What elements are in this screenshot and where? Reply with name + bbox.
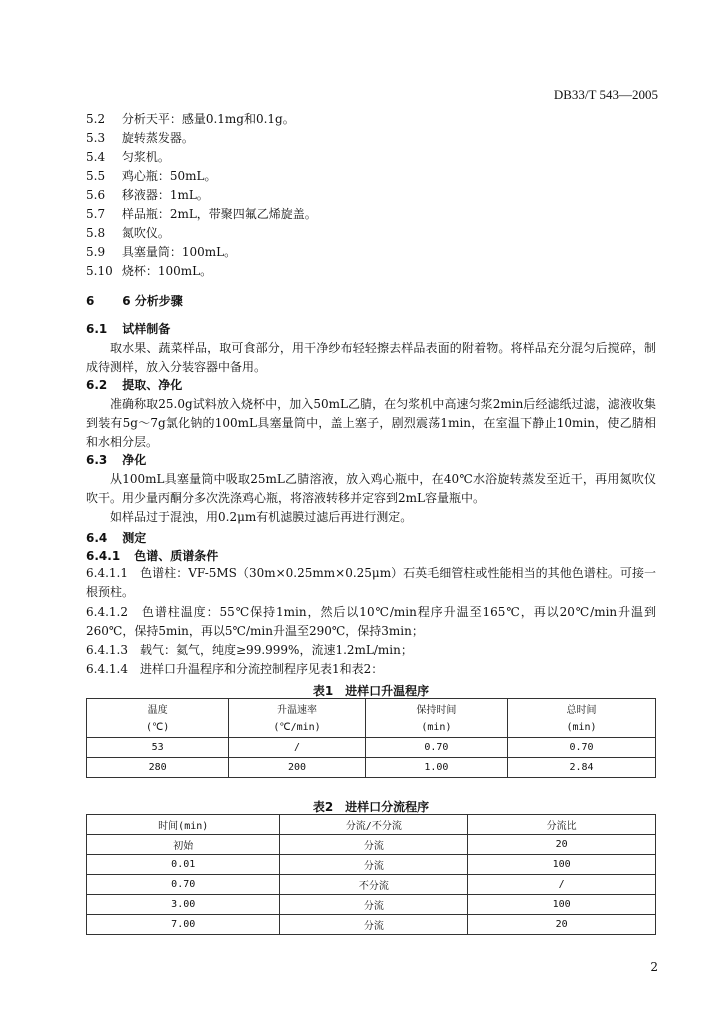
table-cell: / bbox=[468, 875, 656, 895]
table-row bbox=[87, 895, 656, 915]
column-header: 分流/不分流 bbox=[280, 815, 468, 835]
table-cell: 100 bbox=[468, 895, 656, 915]
table-cell: 0.70 bbox=[508, 738, 656, 758]
list-item: 5.10 烧杯：100mL。 bbox=[86, 264, 213, 278]
unit-cell: (min) bbox=[365, 718, 507, 738]
table-cell: 0.70 bbox=[87, 875, 280, 895]
table-caption: 表1 进样口升温程序 bbox=[312, 684, 430, 698]
list-item: 5.6 移液器：1mL。 bbox=[86, 188, 209, 202]
table-cell: 53 bbox=[87, 738, 229, 758]
table-cell: 0.70 bbox=[365, 738, 507, 758]
paragraph: 如样品过于混浊，用0.2μm有机滤膜过滤后再进行测定。 bbox=[110, 510, 413, 524]
subsection-heading: 6.3 净化 bbox=[86, 453, 147, 467]
table-cell: 1.00 bbox=[365, 758, 507, 778]
table-cell: 200 bbox=[229, 758, 366, 778]
list-item: 5.7 样品瓶：2mL，带聚四氟乙烯旋盖。 bbox=[86, 207, 317, 221]
list-item: 5.4 匀浆机。 bbox=[86, 150, 170, 164]
unit-cell: (℃) bbox=[87, 718, 229, 738]
section-heading: 6 6 分析步骤 bbox=[86, 294, 183, 308]
subsection-heading: 6.1 试样制备 bbox=[86, 322, 171, 336]
unit-cell: (℃/min) bbox=[229, 718, 366, 738]
table-cell: 初始 bbox=[87, 835, 280, 855]
data-table bbox=[86, 698, 656, 778]
table-header-row bbox=[87, 699, 656, 719]
table-cell: 分流 bbox=[280, 855, 468, 875]
table-cell: 0.01 bbox=[87, 855, 280, 875]
column-header: 分流比 bbox=[468, 815, 656, 835]
table-cell: 7.00 bbox=[87, 915, 280, 935]
paragraph: 取水果、蔬菜样品，取可食部分，用干净纱布轻轻擦去样品表面的附着物。将样品充分混匀后搅碎，制成待测样，放入分装容器中备用。 bbox=[86, 341, 656, 374]
list-item: 5.2 分析天平：感量0.1mg和0.1g。 bbox=[86, 112, 295, 126]
list-item: 5.3 旋转蒸发器。 bbox=[86, 131, 194, 145]
data-table bbox=[86, 814, 656, 935]
table-cell: 分流 bbox=[280, 895, 468, 915]
column-header: 时间(min) bbox=[87, 815, 280, 835]
subsection-heading: 6.2 提取、净化 bbox=[86, 378, 183, 392]
table-row bbox=[87, 835, 656, 855]
table-cell: / bbox=[229, 738, 366, 758]
subsection-heading: 6.4.1 色谱、质谱条件 bbox=[86, 549, 219, 563]
paragraph: 6.4.1.2 色谱柱温度：55℃保持1min，然后以10℃/min程序升温至165℃，再以20℃/min升温到260℃，保持5min，再以5℃/min升温至290℃，保持3min； bbox=[86, 605, 656, 638]
unit-cell: (min) bbox=[508, 718, 656, 738]
table-row bbox=[87, 855, 656, 875]
list-item: 5.8 氮吹仪。 bbox=[86, 226, 170, 240]
table-cell: 20 bbox=[468, 835, 656, 855]
table-cell: 100 bbox=[468, 855, 656, 875]
paragraph: 6.4.1.1 色谱柱：VF-5MS（30m×0.25mm×0.25μm）石英毛细管柱或性能相当的其他色谱柱。可接一根预柱。 bbox=[86, 566, 656, 599]
table-caption: 表2 进样口分流程序 bbox=[312, 800, 430, 814]
table-cell: 分流 bbox=[280, 915, 468, 935]
list-item: 5.9 具塞量筒：100mL。 bbox=[86, 245, 237, 259]
standard-code: DB33/T 543—2005 bbox=[553, 87, 658, 102]
paragraph: 6.4.1.4 进样口升温程序和分流控制程序见表1和表2： bbox=[86, 662, 384, 676]
column-header: 升温速率 bbox=[229, 699, 366, 719]
paragraph: 6.4.1.3 载气：氦气，纯度≥99.999%，流速1.2mL/min； bbox=[86, 643, 413, 657]
column-header: 温度 bbox=[87, 699, 229, 719]
table-cell: 分流 bbox=[280, 835, 468, 855]
table-cell: 20 bbox=[468, 915, 656, 935]
table-header-row bbox=[87, 815, 656, 835]
table-row bbox=[87, 758, 656, 778]
table-cell: 不分流 bbox=[280, 875, 468, 895]
table-cell: 3.00 bbox=[87, 895, 280, 915]
subsection-heading: 6.4 测定 bbox=[86, 531, 147, 545]
table-row bbox=[87, 915, 656, 935]
table-row bbox=[87, 738, 656, 758]
table-cell: 2.84 bbox=[508, 758, 656, 778]
table-cell: 280 bbox=[87, 758, 229, 778]
table-row bbox=[87, 875, 656, 895]
column-header: 保持时间 bbox=[365, 699, 507, 719]
paragraph: 准确称取25.0g试料放入烧杯中，加入50mL乙腈，在匀浆机中高速匀浆2min后经滤纸过滤，滤液收集到装有5g～7g氯化钠的100mL具塞量筒中，盖上塞子，剧烈震荡1min，在室温下静止10min，使乙腈相和水相分层。 bbox=[86, 397, 656, 449]
page-number: 2 bbox=[650, 960, 658, 974]
column-header: 总时间 bbox=[508, 699, 656, 719]
list-item: 5.5 鸡心瓶：50mL。 bbox=[86, 169, 217, 183]
paragraph: 从100mL具塞量筒中吸取25mL乙腈溶液，放入鸡心瓶中，在40℃水浴旋转蒸发至近干，再用氮吹仪吹干。用少量丙酮分多次洗涤鸡心瓶，将溶液转移并定容到2mL容量瓶中。 bbox=[86, 472, 656, 505]
table-unit-row bbox=[87, 718, 656, 738]
